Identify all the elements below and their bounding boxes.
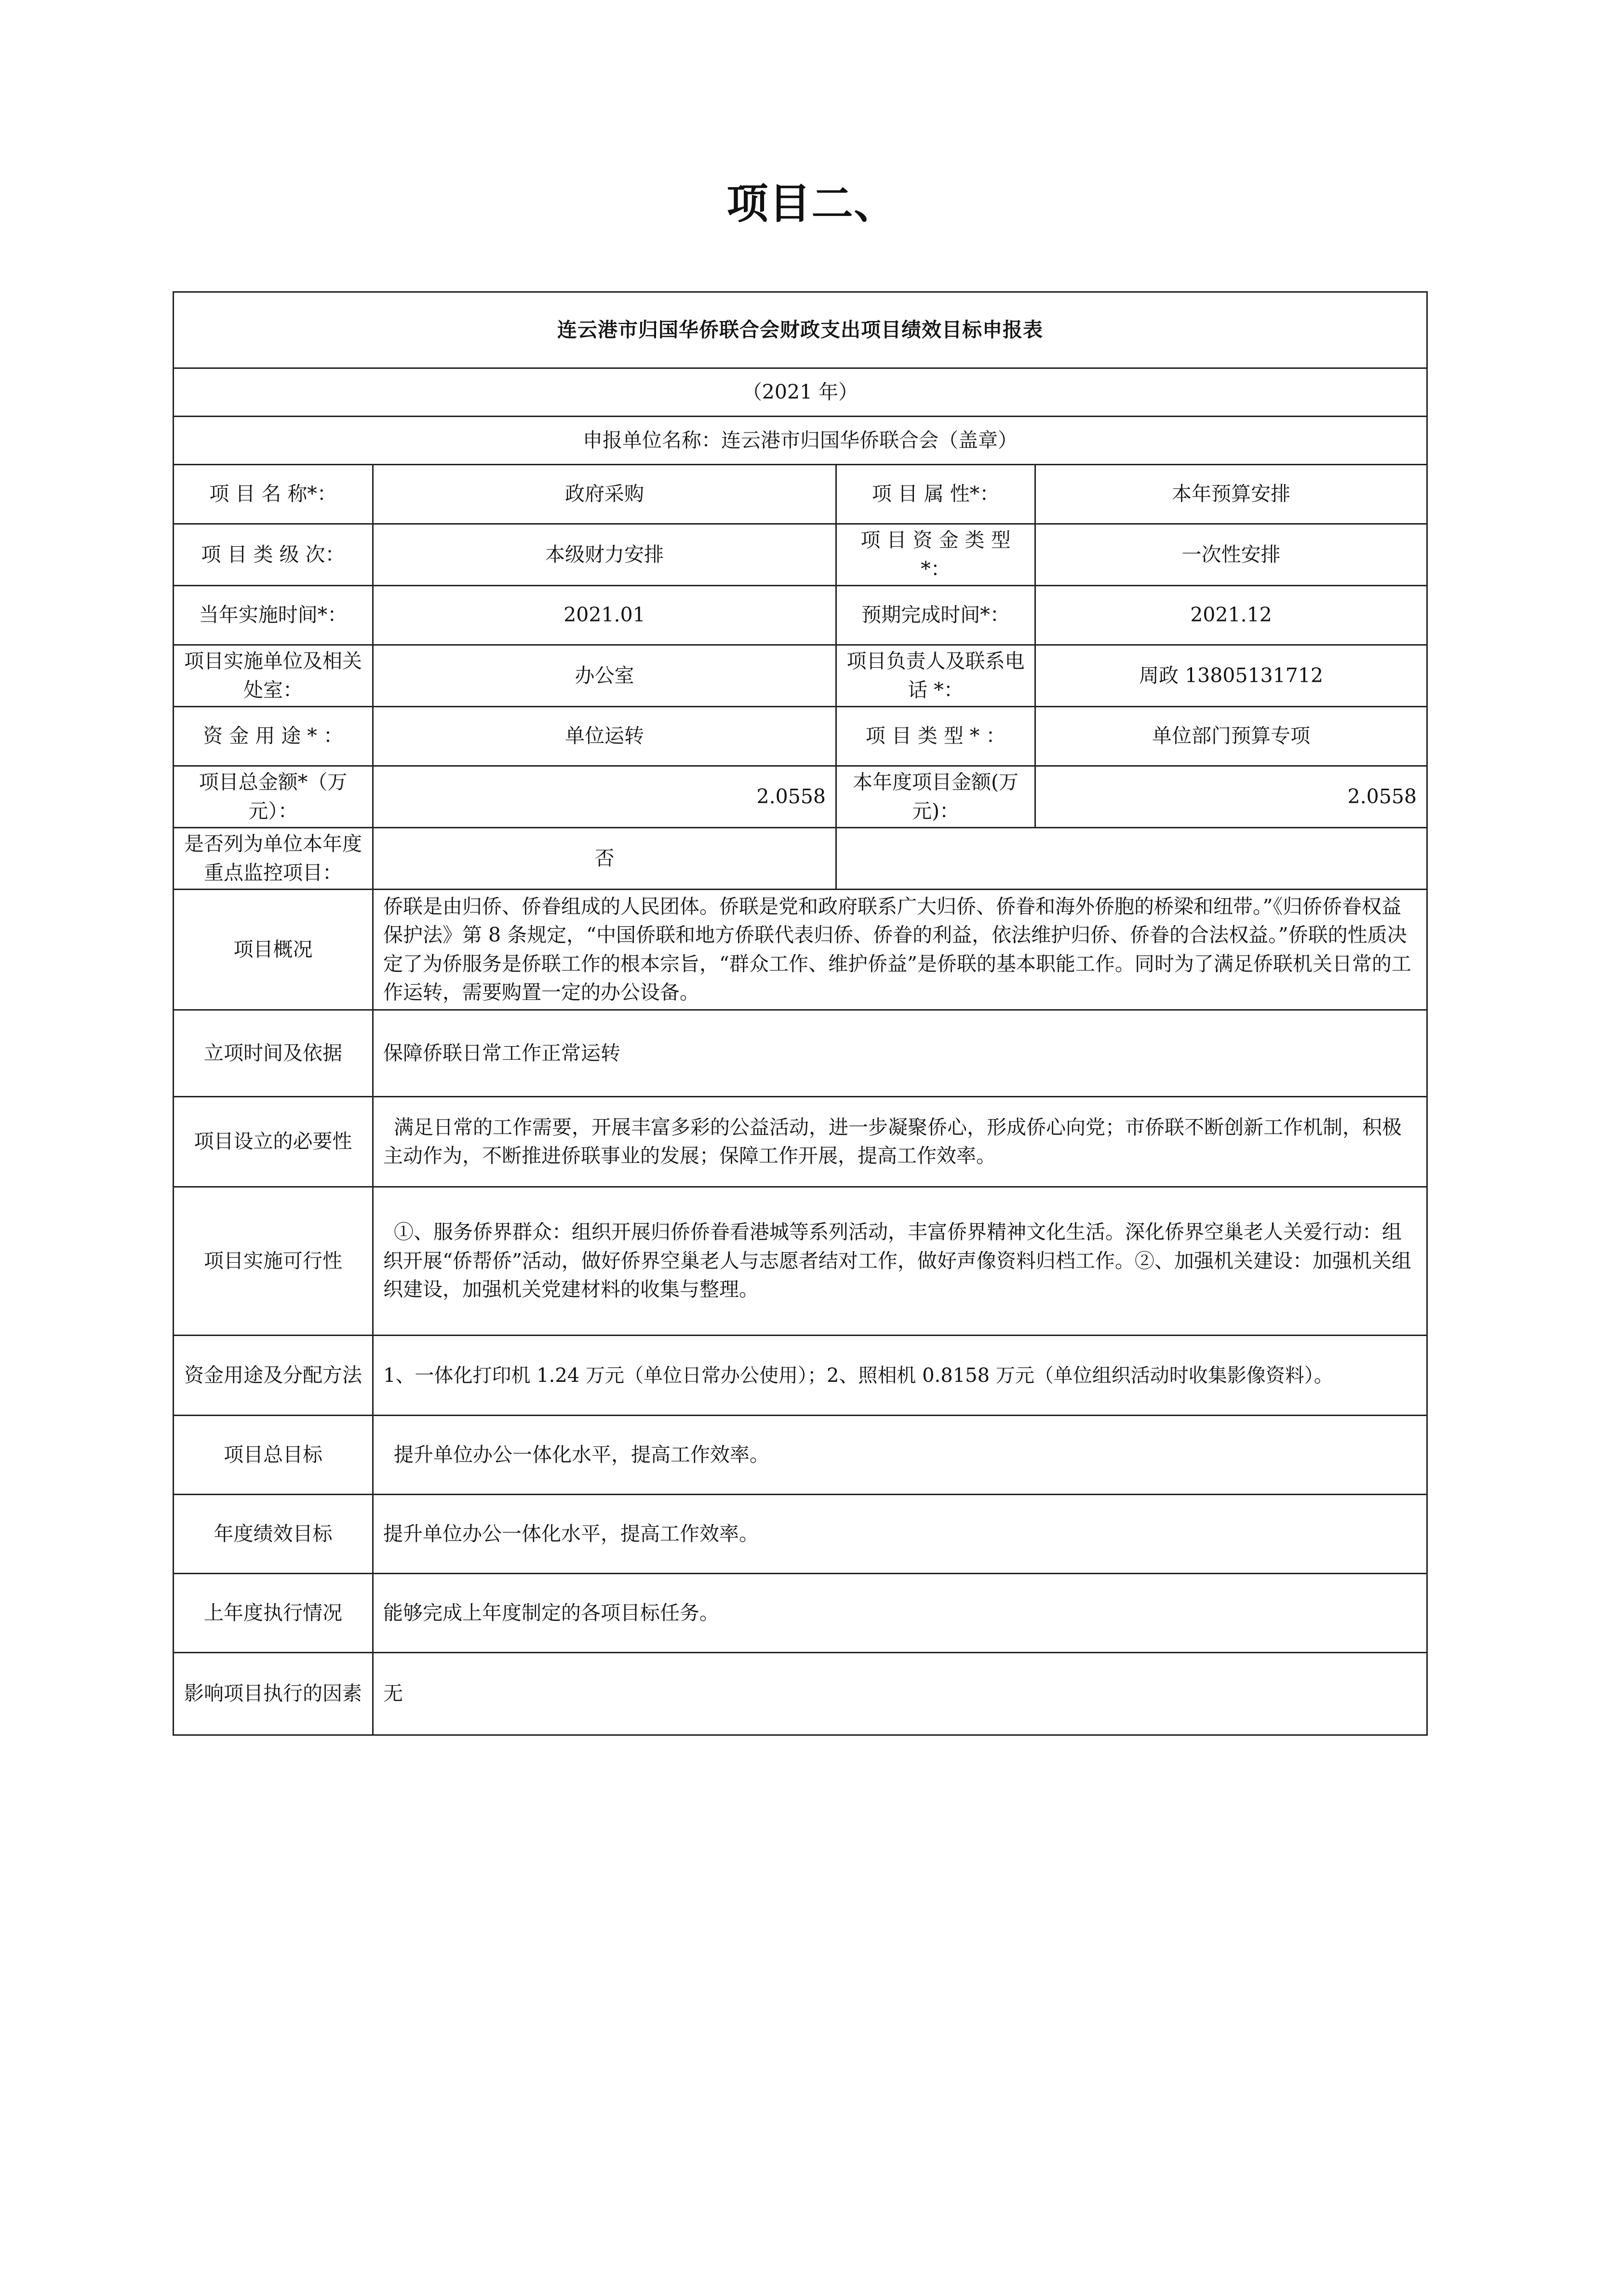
fund-type-value: 一次性安排 <box>1035 524 1427 586</box>
total-amount-value: 2.0558 <box>373 766 836 828</box>
total-amount-label: 项目总金额*（万元）： <box>174 766 373 828</box>
year-amount-label: 本年度项目金额(万元)： <box>836 766 1035 828</box>
necessity-value: 满足日常的工作需要，开展丰富多彩的公益活动，进一步凝聚侨心，形成侨心向党；市侨联不断创新工作机制，积极主动作为，不断推进侨联事业的发展；保障工作开展，提高工作效率。 <box>373 1097 1427 1187</box>
necessity-label: 项目设立的必要性 <box>174 1097 373 1187</box>
annual-goal-label: 年度绩效目标 <box>174 1495 373 1574</box>
basis-label: 立项时间及依据 <box>174 1010 373 1097</box>
last-year-value: 能够完成上年度制定的各项目标任务。 <box>373 1574 1427 1653</box>
fund-type-label: 项 目 资 金 类 型*： <box>836 524 1035 586</box>
annual-goal-value: 提升单位办公一体化水平，提高工作效率。 <box>373 1495 1427 1574</box>
impl-unit-value: 办公室 <box>373 645 836 707</box>
last-year-label: 上年度执行情况 <box>174 1574 373 1653</box>
form-title: 连云港市归国华侨联合会财政支出项目绩效目标申报表 <box>174 292 1427 368</box>
overview-value: 侨联是由归侨、侨眷组成的人民团体。侨联是党和政府联系广大归侨、侨眷和海外侨胞的桥梁和纽带。”《归侨侨眷权益保护法》第 8 条规定，“中国侨联和地方侨联代表归侨、侨眷的利益，依法维护归侨、侨眷的合法权益。”侨联的性质决定了为侨服务是侨联工作的根本宗旨，“群众工作、维护侨益”是侨联的基本职能工作。同时为了满足侨联机关日常的工作运转，需要购置一定的办公设备。 <box>373 890 1427 1010</box>
project-level-label: 项 目 类 级 次： <box>174 524 373 586</box>
feasibility-label: 项目实施可行性 <box>174 1187 373 1336</box>
project-name-value: 政府采购 <box>373 465 836 524</box>
overall-goal-label: 项目总目标 <box>174 1416 373 1495</box>
basis-value: 保障侨联日常工作正常运转 <box>373 1010 1427 1097</box>
project-attr-label: 项 目 属 性*： <box>836 465 1035 524</box>
end-time-label: 预期完成时间*： <box>836 586 1035 645</box>
fund-use-value: 单位运转 <box>373 707 836 766</box>
project-type-value: 单位部门预算专项 <box>1035 707 1427 766</box>
form-year: （2021 年） <box>174 368 1427 417</box>
contact-value: 周政 13805131712 <box>1035 645 1427 707</box>
factors-value: 无 <box>373 1653 1427 1735</box>
project-level-value: 本级财力安排 <box>373 524 836 586</box>
allocation-label: 资金用途及分配方法 <box>174 1336 373 1416</box>
impl-unit-label: 项目实施单位及相关处室： <box>174 645 373 707</box>
reporting-unit: 申报单位名称：连云港市归国华侨联合会（盖章） <box>174 417 1427 465</box>
key-monitor-value: 否 <box>373 828 836 890</box>
contact-label: 项目负责人及联系电话 *： <box>836 645 1035 707</box>
overview-label: 项目概况 <box>174 890 373 1010</box>
project-attr-value: 本年预算安排 <box>1035 465 1427 524</box>
feasibility-value: ①、服务侨界群众：组织开展归侨侨眷看港城等系列活动，丰富侨界精神文化生活。深化侨界空巢老人关爱行动：组织开展“侨帮侨”活动，做好侨界空巢老人与志愿者结对工作，做好声像资料归档工作。②、加强机关建设：加强机关组织建设，加强机关党建材料的收集与整理。 <box>373 1187 1427 1336</box>
key-monitor-label: 是否列为单位本年度重点监控项目： <box>174 828 373 890</box>
allocation-value: 1、一体化打印机 1.24 万元（单位日常办公使用）；2、照相机 0.8158 万元（单位组织活动时收集影像资料）。 <box>373 1336 1427 1416</box>
empty-cell <box>836 828 1427 890</box>
year-amount-value: 2.0558 <box>1035 766 1427 828</box>
project-name-label: 项 目 名 称*： <box>174 465 373 524</box>
start-time-value: 2021.01 <box>373 586 836 645</box>
end-time-value: 2021.12 <box>1035 586 1427 645</box>
page-heading: 项目二、 <box>726 179 897 228</box>
performance-goal-form <box>173 291 1428 1736</box>
factors-label: 影响项目执行的因素 <box>174 1653 373 1735</box>
start-time-label: 当年实施时间*： <box>174 586 373 645</box>
project-type-label: 项 目 类 型 * ： <box>836 707 1035 766</box>
overall-goal-value: 提升单位办公一体化水平，提高工作效率。 <box>373 1416 1427 1495</box>
fund-use-label: 资 金 用 途 * ： <box>174 707 373 766</box>
